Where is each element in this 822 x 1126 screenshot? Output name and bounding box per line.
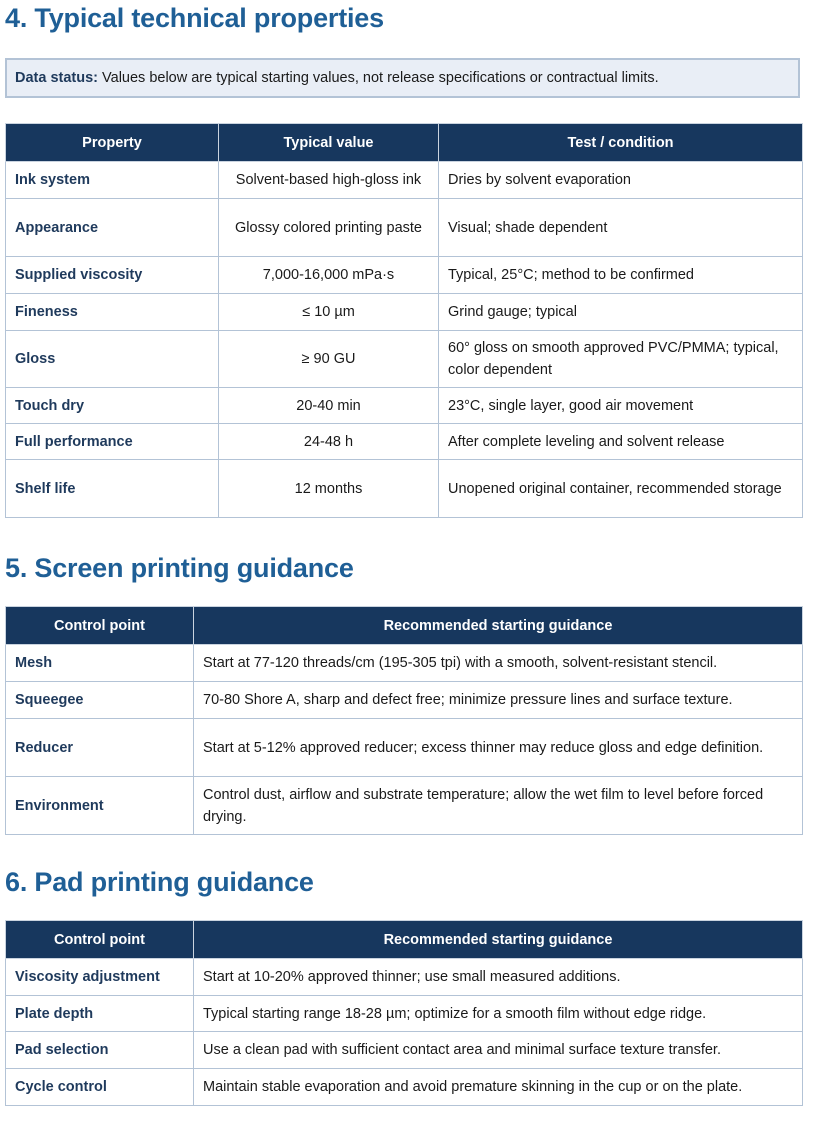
table-row <box>6 257 803 294</box>
table-row <box>6 1032 803 1069</box>
section-4-heading: 4. Typical technical properties <box>5 3 384 33</box>
property-name: Shelf life <box>6 460 219 518</box>
section-5-heading: 5. Screen printing guidance <box>5 553 354 583</box>
test-condition: 60° gloss on smooth approved PVC/PMMA; typical, color dependent <box>439 331 803 388</box>
typical-value: Solvent-based high-gloss ink <box>219 162 439 199</box>
technical-properties-table <box>5 123 803 518</box>
guidance-text: Control dust, airflow and substrate temperature; allow the wet film to level before forced drying. <box>194 777 803 835</box>
property-name: Appearance <box>6 199 219 257</box>
property-name: Supplied viscosity <box>6 257 219 294</box>
test-condition: Typical, 25°C; method to be confirmed <box>439 257 803 294</box>
data-status-note <box>5 58 800 98</box>
column-header: Recommended starting guidance <box>194 607 803 645</box>
test-condition: Grind gauge; typical <box>439 294 803 331</box>
table-header-row <box>6 921 803 959</box>
table-row <box>6 645 803 682</box>
table-header-row <box>6 124 803 162</box>
control-point: Cycle control <box>6 1069 194 1106</box>
table-row <box>6 424 803 460</box>
test-condition: Dries by solvent evaporation <box>439 162 803 199</box>
screen-printing-table <box>5 606 803 835</box>
guidance-text: Start at 10-20% approved thinner; use small measured additions. <box>194 959 803 996</box>
guidance-text: 70-80 Shore A, sharp and defect free; minimize pressure lines and surface texture. <box>194 682 803 719</box>
typical-value: 20-40 min <box>219 388 439 424</box>
typical-value: Glossy colored printing paste <box>219 199 439 257</box>
test-condition: Unopened original container, recommended storage <box>439 460 803 518</box>
data-status-label: Data status: <box>15 70 98 86</box>
column-header: Recommended starting guidance <box>194 921 803 959</box>
control-point: Mesh <box>6 645 194 682</box>
table-row <box>6 682 803 719</box>
control-point: Squeegee <box>6 682 194 719</box>
section-6-heading: 6. Pad printing guidance <box>5 867 314 897</box>
property-name: Ink system <box>6 162 219 199</box>
guidance-text: Typical starting range 18-28 µm; optimize for a smooth film without edge ridge. <box>194 996 803 1032</box>
table-row <box>6 777 803 835</box>
control-point: Plate depth <box>6 996 194 1032</box>
column-header: Test / condition <box>439 124 803 162</box>
guidance-text: Use a clean pad with sufficient contact area and minimal surface texture transfer. <box>194 1032 803 1069</box>
typical-value: ≤ 10 µm <box>219 294 439 331</box>
control-point: Environment <box>6 777 194 835</box>
data-status-text: Values below are typical starting values, not release specifications or contractual limits. <box>102 70 659 86</box>
property-name: Touch dry <box>6 388 219 424</box>
control-point: Viscosity adjustment <box>6 959 194 996</box>
table-row <box>6 460 803 518</box>
column-header: Control point <box>6 921 194 959</box>
control-point: Pad selection <box>6 1032 194 1069</box>
typical-value: 24-48 h <box>219 424 439 460</box>
guidance-text: Maintain stable evaporation and avoid premature skinning in the cup or on the plate. <box>194 1069 803 1106</box>
test-condition: After complete leveling and solvent release <box>439 424 803 460</box>
table-row <box>6 162 803 199</box>
control-point: Reducer <box>6 719 194 777</box>
guidance-text: Start at 5-12% approved reducer; excess thinner may reduce gloss and edge definition. <box>194 719 803 777</box>
typical-value: 12 months <box>219 460 439 518</box>
test-condition: 23°C, single layer, good air movement <box>439 388 803 424</box>
column-header: Typical value <box>219 124 439 162</box>
table-row <box>6 331 803 388</box>
typical-value: 7,000-16,000 mPa·s <box>219 257 439 294</box>
test-condition: Visual; shade dependent <box>439 199 803 257</box>
table-header-row <box>6 607 803 645</box>
property-name: Fineness <box>6 294 219 331</box>
column-header: Property <box>6 124 219 162</box>
table-row <box>6 1069 803 1106</box>
property-name: Gloss <box>6 331 219 388</box>
table-row <box>6 719 803 777</box>
property-name: Full performance <box>6 424 219 460</box>
table-row <box>6 959 803 996</box>
table-row <box>6 388 803 424</box>
table-row <box>6 294 803 331</box>
table-row <box>6 199 803 257</box>
typical-value: ≥ 90 GU <box>219 331 439 388</box>
column-header: Control point <box>6 607 194 645</box>
table-row <box>6 996 803 1032</box>
guidance-text: Start at 77-120 threads/cm (195-305 tpi) with a smooth, solvent-resistant stencil. <box>194 645 803 682</box>
pad-printing-table <box>5 920 803 1106</box>
